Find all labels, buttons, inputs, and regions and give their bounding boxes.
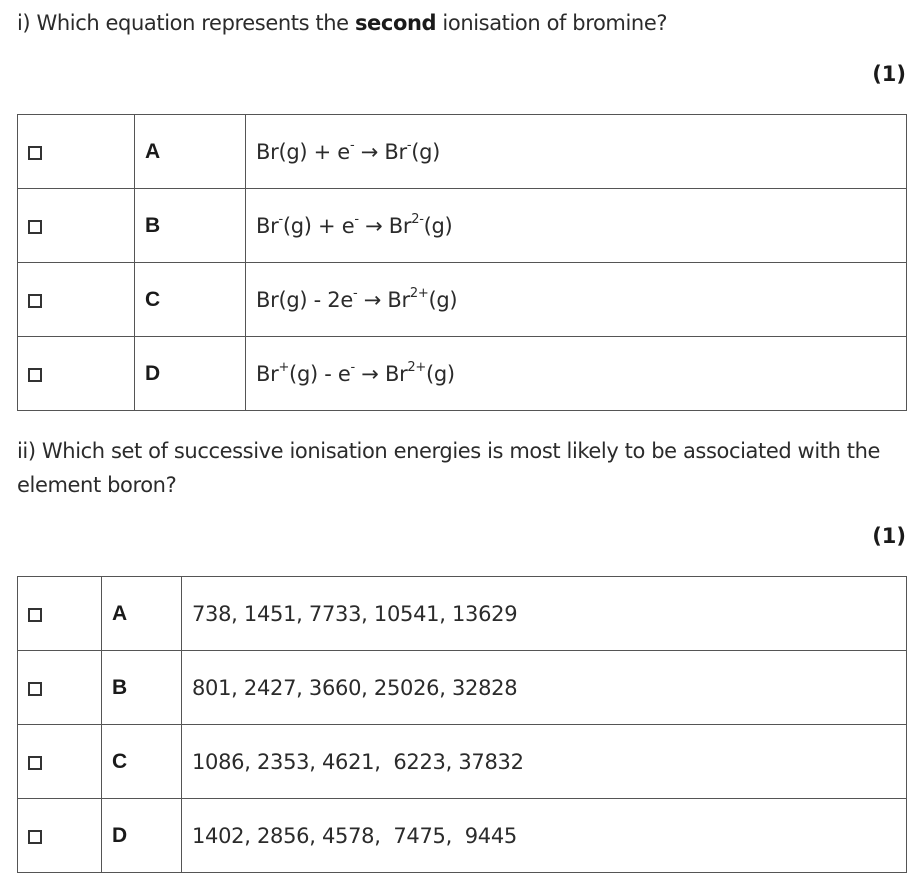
option-values: 1402, 2856, 4578, 7475, 9445: [182, 799, 907, 873]
checkbox[interactable]: [28, 220, 42, 234]
option-letter: D: [102, 799, 182, 873]
option-letter: A: [135, 115, 246, 189]
checkbox[interactable]: [28, 368, 42, 382]
checkbox[interactable]: [28, 294, 42, 308]
option-letter: C: [135, 263, 246, 337]
option-row-b[interactable]: [18, 189, 907, 263]
option-letter: B: [102, 651, 182, 725]
option-letter: B: [135, 189, 246, 263]
question-1-options-table: [17, 114, 907, 411]
question-2-marks: (1): [872, 524, 906, 548]
option-equation: Br(g) + e- → Br-(g): [246, 115, 907, 189]
checkbox[interactable]: [28, 682, 42, 696]
option-values: 1086, 2353, 4621, 6223, 37832: [182, 725, 907, 799]
option-row-d[interactable]: [18, 337, 907, 411]
question-2-line-1: ii) Which set of successive ionisation energies is most likely to be associated with the: [17, 439, 881, 463]
question-2-line-2: element boron?: [17, 473, 177, 497]
question-2-text: [17, 434, 880, 502]
checkbox[interactable]: [28, 756, 42, 770]
option-row-c[interactable]: [18, 263, 907, 337]
question-1-marks: (1): [872, 62, 906, 86]
option-row-c[interactable]: [18, 725, 907, 799]
option-row-a[interactable]: [18, 577, 907, 651]
option-letter: C: [102, 725, 182, 799]
option-equation: $Br^-(g) + e^- \to Br^{2-}(g)$: [246, 189, 907, 263]
question-1-text: [17, 6, 667, 40]
option-row-a[interactable]: [18, 115, 907, 189]
option-values: 801, 2427, 3660, 25026, 32828: [182, 651, 907, 725]
option-letter: A: [102, 577, 182, 651]
option-values: 738, 1451, 7733, 10541, 13629: [182, 577, 907, 651]
option-equation: $Br(g) - 2e^- \to Br^{2+}(g)$: [246, 263, 907, 337]
option-row-d[interactable]: [18, 799, 907, 873]
question-1-suffix: ionisation of bromine?: [436, 11, 668, 35]
checkbox[interactable]: [28, 608, 42, 622]
question-1-emphasis: second: [354, 11, 437, 35]
checkbox[interactable]: [28, 146, 42, 160]
option-row-b[interactable]: [18, 651, 907, 725]
option-letter: D: [135, 337, 246, 411]
question-2-options-table: [17, 576, 907, 873]
option-equation: $Br^+(g) - e^- \to Br^{2+}(g)$: [246, 337, 907, 411]
checkbox[interactable]: [28, 830, 42, 844]
question-1-prefix: i) Which equation represents the: [17, 11, 355, 35]
